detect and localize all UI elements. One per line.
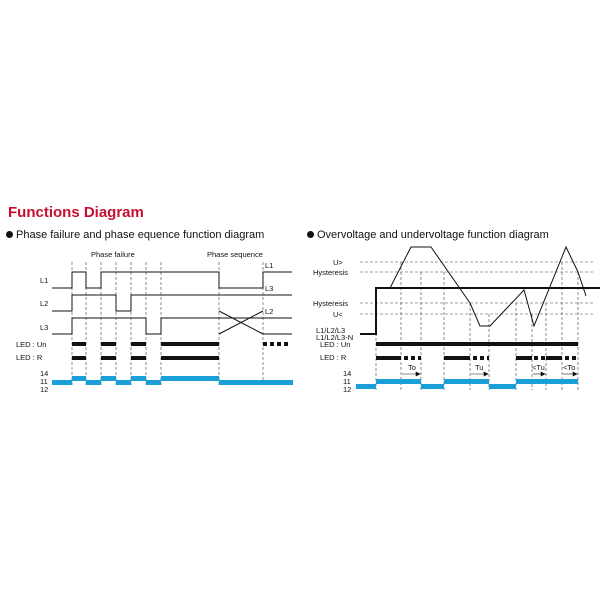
voltage-curve [376, 247, 586, 326]
relay-label-12: 12 [40, 385, 49, 394]
phase-crossover [219, 311, 292, 334]
row-label-led-r-right: LED : R [320, 353, 347, 362]
level-label-u-under: U< [333, 310, 343, 319]
right-dashed-guides [376, 262, 578, 390]
relay-label-11: 11 [40, 377, 48, 386]
l1-waveform [52, 272, 292, 288]
led-r-bar-right [376, 356, 576, 360]
level-label-hysteresis-bottom: Hysteresis [313, 299, 349, 308]
right-subtitle-text: Overvoltage and undervoltage function diagram [317, 229, 549, 241]
right-label-l2: L2 [265, 307, 274, 316]
right-level-lines [360, 262, 595, 314]
row-label-led-un: LED : Un [16, 340, 47, 349]
right-label-l1: L1 [265, 261, 274, 270]
led-un-bar [72, 342, 288, 346]
right-label-l3: L3 [265, 284, 274, 293]
level-label-hysteresis-top: Hysteresis [313, 268, 349, 277]
row-label-l2: L2 [40, 299, 49, 308]
timer-label-tu-short: <Tu [532, 363, 545, 372]
row-label-l1: L1 [40, 276, 49, 285]
l2-waveform [52, 295, 292, 311]
relay-label-11-right: 11 [343, 377, 351, 386]
led-r-bar [72, 356, 219, 360]
timer-label-to: To [408, 363, 416, 372]
row-label-lines-b: L1/L2/L3-N [316, 333, 354, 342]
row-label-l3: L3 [40, 323, 49, 332]
l3-waveform [52, 318, 292, 334]
relay-label-12-right: 12 [343, 385, 352, 394]
relay-label-14-right: 14 [343, 369, 352, 378]
row-label-led-un-right: LED : Un [320, 340, 351, 349]
led-un-bar-right [376, 342, 578, 346]
timer-label-tu: Tu [475, 363, 484, 372]
right-diagram-subtitle [307, 229, 549, 241]
row-label-led-r: LED : R [16, 353, 43, 362]
relay-label-14: 14 [40, 369, 49, 378]
bullet-icon [307, 231, 314, 238]
phase-sequence-annotation: Phase sequence [207, 250, 263, 259]
left-subtitle-text: Phase failure and phase equence function diagram [16, 229, 265, 241]
relay-output-left [52, 376, 293, 385]
voltage-supply-step [360, 288, 600, 334]
timer-arrows [402, 372, 577, 376]
timer-label-to-short: <To [563, 363, 576, 372]
phase-failure-annotation: Phase failure [91, 250, 135, 259]
relay-output-right [356, 379, 578, 389]
level-label-u-over: U> [333, 258, 343, 267]
row-label-lines-a: L1/L2/L3 [316, 326, 346, 335]
page-title: Functions Diagram [8, 204, 144, 221]
